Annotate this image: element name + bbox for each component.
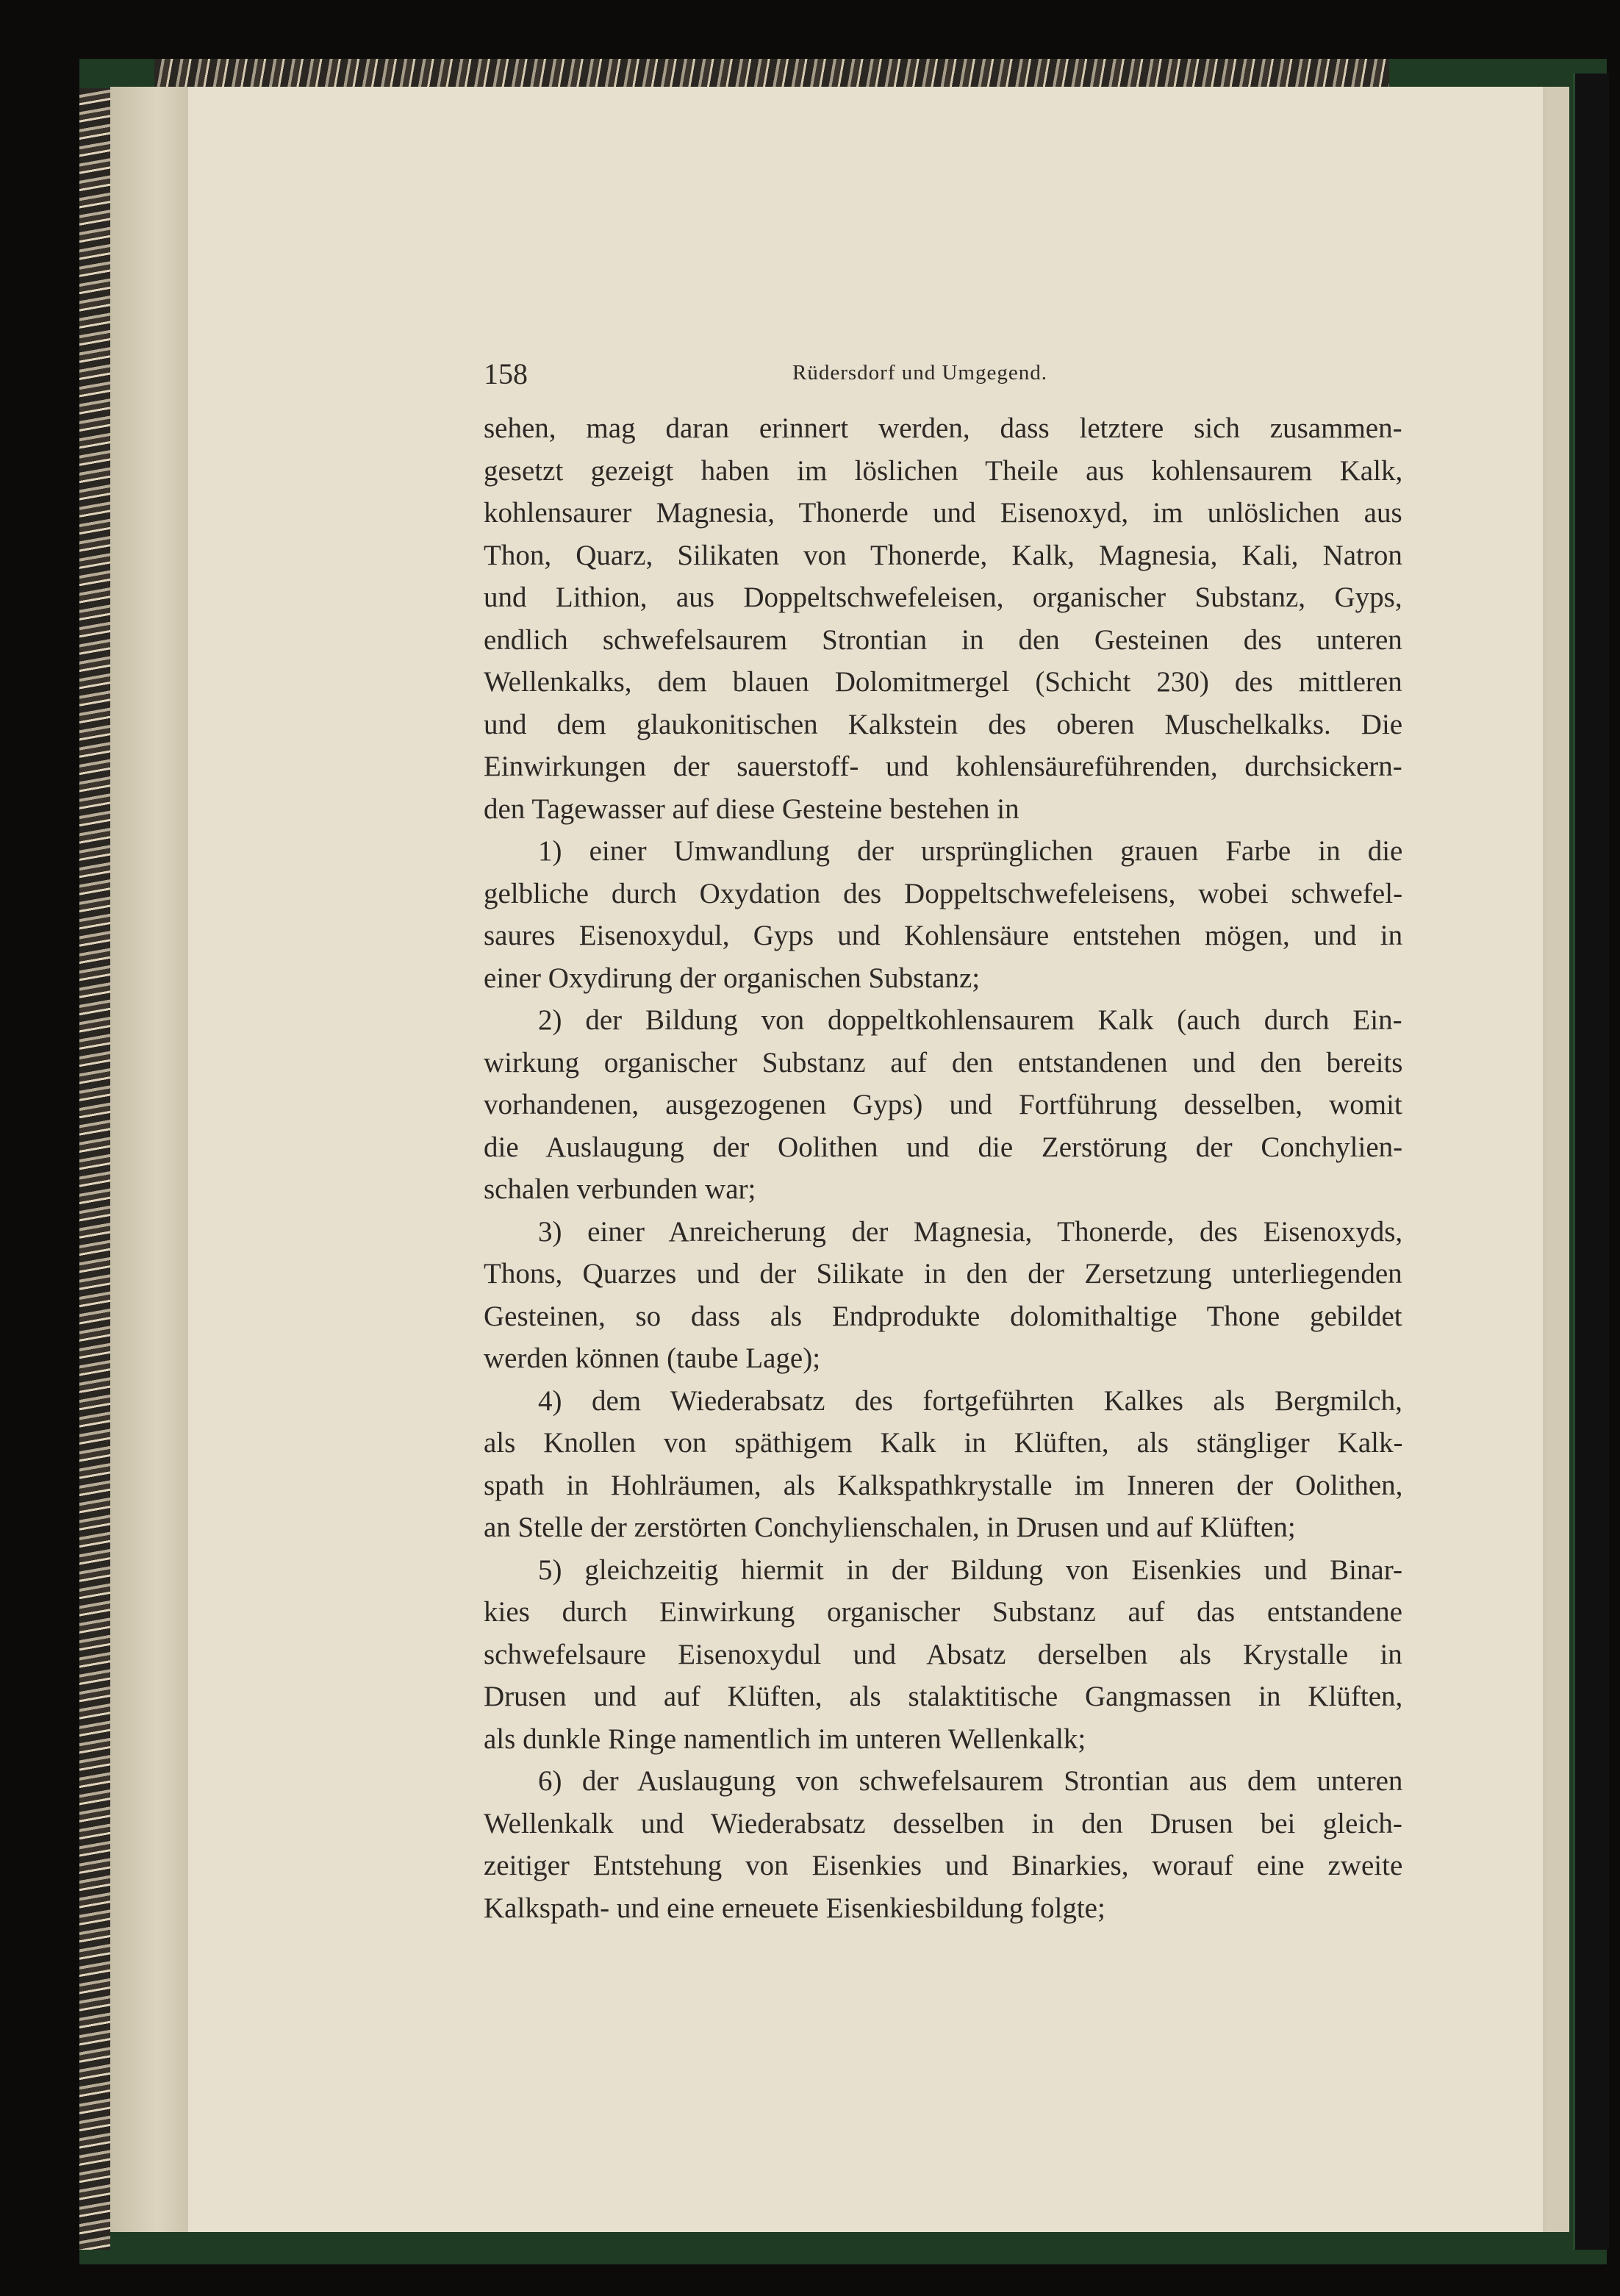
text-line: 5) gleichzeitig hiermit in der Bildung von Eisenkies und Binar- <box>538 1553 1402 1586</box>
text-line: spath in Hohlräumen, als Kalkspathkrystalle im Inneren der Oolithen, <box>484 1469 1403 1501</box>
text-line: als dunkle Ringe namentlich im unteren Wellenkalk; <box>484 1723 1086 1755</box>
text-line: als Knollen von späthigem Kalk in Klüften, als stängliger Kalk- <box>484 1427 1403 1459</box>
text-line: an Stelle der zerstörten Conchylienschalen, in Drusen und auf Klüften; <box>484 1512 1296 1543</box>
text-line: und Lithion, aus Doppeltschwefeleisen, organischer Substanz, Gyps, <box>484 582 1402 613</box>
text-line: Thon, Quarz, Silikaten von Thonerde, Kalk, Magnesia, Kali, Natron <box>484 539 1402 571</box>
page-header <box>484 357 1402 393</box>
text-line: gelbliche durch Oxydation des Doppeltschwefeleisens, wobei schwefel- <box>484 877 1403 909</box>
text-line: vorhandenen, ausgezogenen Gyps) und Fortführung desselben, womit <box>484 1089 1402 1120</box>
text-line: werden können (taube Lage); <box>484 1342 821 1374</box>
text-line: kohlensaurer Magnesia, Thonerde und Eisenoxyd, im unlöslichen aus <box>484 497 1402 529</box>
right-cover-board <box>1573 74 1609 2250</box>
text-line: 1) einer Umwandlung der ursprünglichen grauen Farbe in die <box>538 835 1403 867</box>
text-line: 6) der Auslaugung von schwefelsaurem Strontian aus dem unteren <box>538 1765 1403 1797</box>
text-line: 3) einer Anreicherung der Magnesia, Thonerde, des Eisenoxyds, <box>538 1215 1403 1248</box>
text-line: die Auslaugung der Oolithen und die Zerstörung der Conchylien- <box>484 1131 1403 1163</box>
text-line: sehen, mag daran erinnert werden, dass letztere sich zusammen- <box>484 412 1402 444</box>
marbled-edge-left <box>79 88 110 2250</box>
text-line: 2) der Bildung von doppeltkohlensaurem Kalk (auch durch Ein- <box>538 1004 1402 1036</box>
adjacent-page <box>1546 87 1569 2232</box>
text-line: endlich schwefelsaurem Strontian in den Gesteinen des unteren <box>484 623 1402 656</box>
text-line: saures Eisenoxydul, Gyps und Kohlensäure entstehen mögen, und in <box>484 920 1403 951</box>
text-line: Einwirkungen der sauerstoff- und kohlensäureführenden, durchsickern- <box>484 751 1402 782</box>
text-line: zeitiger Entstehung von Eisenkies und Binarkies, worauf eine zweite <box>484 1850 1403 1881</box>
text-line: Wellenkalk und Wiederabsatz desselben in den Drusen bei gleich- <box>484 1807 1402 1839</box>
text-line: wirkung organischer Substanz auf den entstandenen und den bereits <box>484 1046 1403 1079</box>
text-line: Kalkspath- und eine erneuete Eisenkiesbildung folgte; <box>484 1892 1105 1924</box>
page-number: 158 <box>484 357 528 390</box>
running-title: Rüdersdorf und Umgegend. <box>792 361 1047 385</box>
text-line: kies durch Einwirkung organischer Substanz auf das entstandene <box>484 1596 1402 1628</box>
text-line: gesetzt gezeigt haben im löslichen Theile aus kohlensaurem Kalk, <box>484 454 1403 487</box>
page-edges <box>110 87 188 2232</box>
text-line: Drusen und auf Klüften, als stalaktitische Gangmassen in Klüften, <box>484 1681 1403 1712</box>
text-line: den Tagewasser auf diese Gesteine bestehen in <box>484 793 1019 825</box>
text-line: Wellenkalks, dem blauen Dolomitmergel (Schicht 230) des mittleren <box>484 666 1402 698</box>
text-line: und dem glaukonitischen Kalkstein des oberen Muschelkalks. Die <box>484 708 1403 740</box>
text-line: schwefelsaure Eisenoxydul und Absatz derselben als Krystalle in <box>484 1638 1402 1670</box>
text-line: schalen verbunden war; <box>484 1173 756 1205</box>
text-line: Gesteinen, so dass als Endprodukte dolomithaltige Thone gebildet <box>484 1300 1402 1332</box>
body-text <box>484 412 1402 1941</box>
text-line: 4) dem Wiederabsatz des fortgeführten Kalkes als Bergmilch, <box>538 1384 1402 1417</box>
text-line: einer Oxydirung der organischen Substanz; <box>484 962 981 994</box>
text-line: Thons, Quarzes und der Silikate in den der Zersetzung unterliegenden <box>484 1258 1402 1290</box>
